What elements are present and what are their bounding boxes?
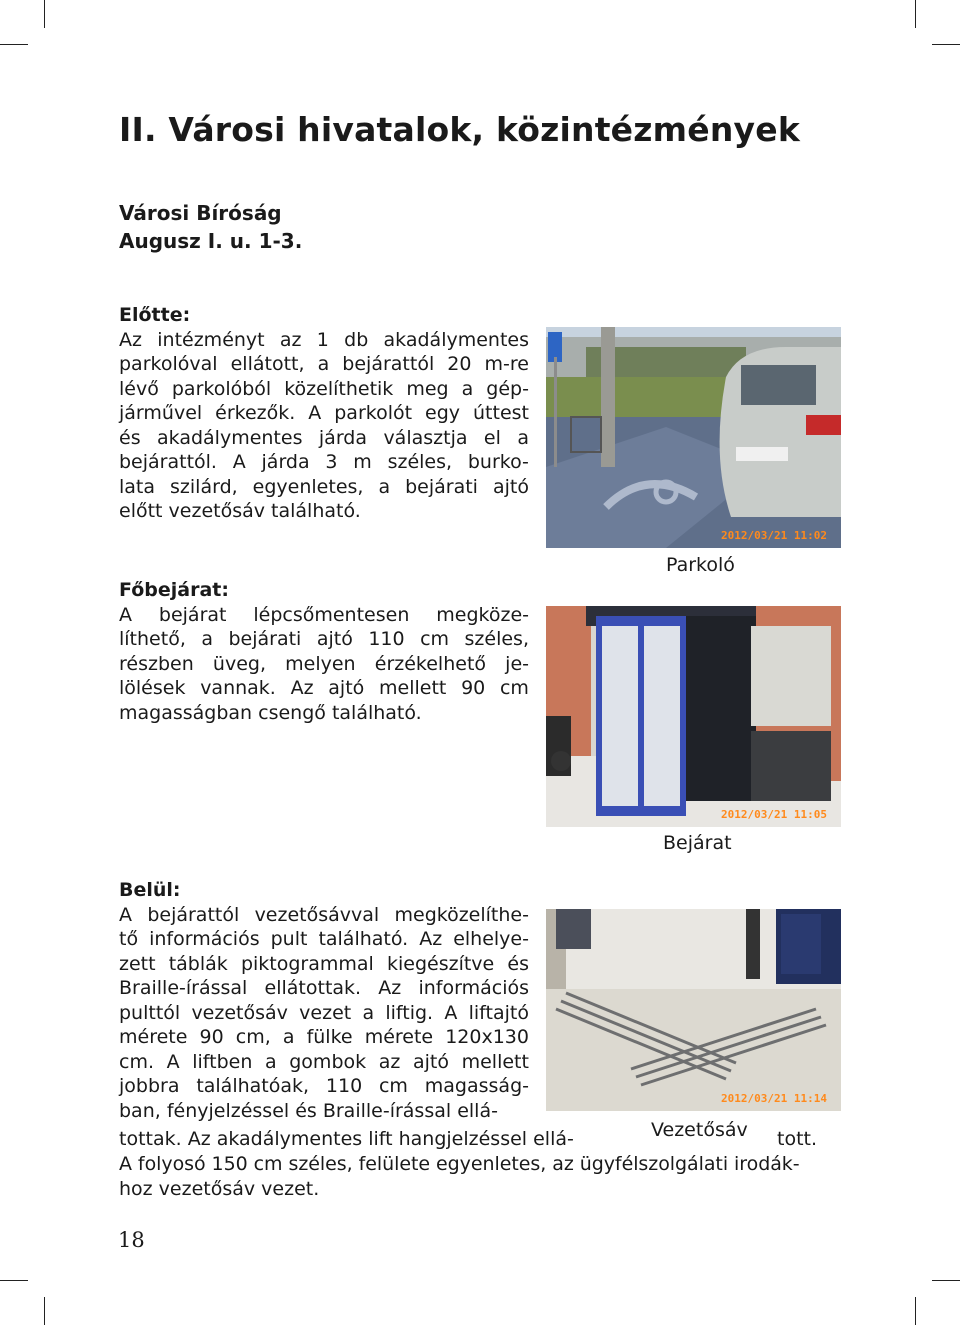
- text-line: járművel érkezők. A parkolót egy úttest: [119, 402, 529, 424]
- text-line: lölések vannak. Az ajtó mellett 90 cm: [119, 677, 529, 699]
- text-line: lata szilárd, egyenletes, a bejárati ajtó: [119, 475, 529, 498]
- institution-block: [119, 199, 302, 255]
- continuation-line-end: tott.: [777, 1128, 818, 1150]
- section-heading: Főbejárat:: [119, 579, 229, 601]
- parking-photo: [546, 327, 841, 548]
- institution-name: Városi Bíróság: [119, 201, 282, 225]
- text-line: magasságban csengő található.: [119, 701, 422, 724]
- section-before: [119, 303, 529, 524]
- crop-mark: [44, 1297, 45, 1325]
- text-line: pulttól vezetősáv vezet a liftig. A liftajtó: [119, 1001, 529, 1024]
- section-main-entrance: [119, 578, 529, 725]
- guide-strip-photo: [546, 909, 841, 1111]
- section-body: [119, 603, 529, 726]
- text-line: bejárattól. A járda 3 m széles, burko-: [119, 451, 529, 473]
- continuation-line: hoz vezetősáv vezet.: [119, 1178, 320, 1200]
- text-line: líthető, a bejárati ajtó 110 cm széles,: [119, 628, 529, 650]
- text-line: jobbra találhatóak, 110 cm magasság-: [119, 1075, 529, 1097]
- continuation-line: A folyosó 150 cm széles, felülete egyenletes, az ügyfélszolgálati irodák-: [119, 1153, 800, 1175]
- text-line: Braille-írással ellátottak. Az információs: [119, 977, 529, 999]
- text-line: zett táblák piktogrammal kiegészítve és: [119, 952, 529, 975]
- photo-timestamp: 2012/03/21 11:05: [721, 808, 827, 821]
- crop-mark: [932, 1280, 960, 1281]
- text-line: A bejárattól vezetősávval megközelíthe-: [119, 903, 529, 926]
- entrance-photo: [546, 606, 841, 827]
- crop-mark: [0, 44, 28, 45]
- page-title: II. Városi hivatalok, közintézmények: [119, 110, 800, 149]
- crop-mark: [0, 1280, 28, 1281]
- page-number: 18: [118, 1228, 145, 1252]
- crop-mark: [932, 44, 960, 45]
- section-body: [119, 903, 529, 1124]
- text-line: parkolóval ellátott, a bejárattól 20 m-re: [119, 353, 529, 375]
- continuation-line: tottak. Az akadálymentes lift hangjelzéssel ellá-: [119, 1128, 574, 1150]
- text-line: lévő parkolóból közelíthetik meg a gép-: [119, 377, 529, 400]
- text-line: részben üveg, melyen érzékelhető je-: [119, 652, 529, 675]
- photo-caption: Parkoló: [666, 554, 735, 576]
- photo-timestamp: 2012/03/21 11:02: [721, 529, 827, 542]
- crop-mark: [915, 0, 916, 28]
- institution-address: Augusz I. u. 1-3.: [119, 229, 303, 253]
- text-line: Az intézményt az 1 db akadálymentes: [119, 328, 529, 351]
- crop-mark: [44, 0, 45, 28]
- text-line: előtt vezetősáv található.: [119, 500, 361, 522]
- section-heading: Előtte:: [119, 304, 191, 326]
- text-line: ban, fényjelzéssel és Braille-írással ellá-: [119, 1099, 498, 1122]
- crop-mark: [915, 1297, 916, 1325]
- photo-caption: Bejárat: [663, 832, 732, 854]
- section-heading: Belül:: [119, 879, 181, 901]
- section-inside: [119, 878, 529, 1123]
- text-line: cm. A liftben a gombok az ajtó mellett: [119, 1050, 529, 1073]
- photo-caption: Vezetősáv: [651, 1119, 748, 1141]
- text-line: A bejárat lépcsőmentesen megköze-: [119, 603, 529, 626]
- section-body: [119, 328, 529, 524]
- text-line: mérete 90 cm, a fülke mérete 120x130: [119, 1026, 529, 1048]
- text-line: tő információs pult található. Az elhelye-: [119, 928, 529, 950]
- text-line: és akadálymentes járda választja el a: [119, 426, 529, 449]
- photo-timestamp: 2012/03/21 11:14: [721, 1092, 827, 1105]
